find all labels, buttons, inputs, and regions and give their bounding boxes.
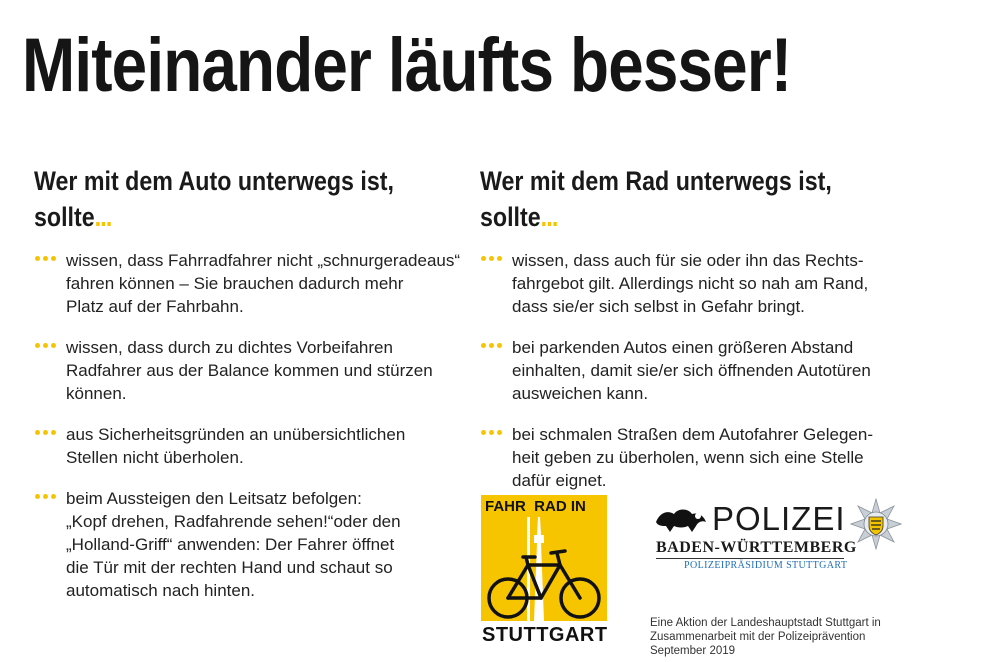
- fahrrad-stuttgart-logo: [481, 495, 607, 650]
- advice-text-line: dass sie/er sich selbst in Gefahr bringt.: [512, 297, 805, 316]
- advice-item: [480, 249, 910, 318]
- advice-text-line: ausweichen kann.: [512, 384, 649, 403]
- police-star-icon: [850, 498, 902, 550]
- lion-icon: [654, 504, 708, 534]
- bullet-dots-icon: [35, 430, 59, 436]
- bullet-dots-icon: [35, 343, 59, 349]
- advice-text-line: „Kopf drehen, Radfahrende sehen!“oder den: [66, 512, 401, 531]
- polizei-divider: [656, 558, 844, 559]
- advice-text-line: bei parkenden Autos einen größeren Abstand: [512, 338, 854, 357]
- advice-text-line: können.: [66, 384, 127, 403]
- advice-item: [480, 336, 910, 405]
- bullet-dots-icon: [35, 256, 59, 262]
- footer-line: September 2019: [650, 645, 736, 657]
- advice-text-line: Radfahrer aus der Balance kommen und stürzen: [66, 361, 433, 380]
- advice-text-line: dafür eignet.: [512, 471, 607, 490]
- car-driver-column: [34, 163, 464, 620]
- bullet-dots-icon: [481, 343, 505, 349]
- bullet-dots-icon: [481, 430, 505, 436]
- bicycle-icon: [481, 495, 607, 621]
- cyclist-heading: [480, 163, 910, 235]
- advice-text-line: Platz auf der Fahrbahn.: [66, 297, 244, 316]
- car-heading-line1: Wer mit dem Auto unterwegs ist,: [34, 166, 394, 196]
- logo-top-text: FAHR RAD IN: [485, 498, 586, 515]
- advice-text-line: heit geben zu überholen, wenn sich eine Stelle: [512, 448, 864, 467]
- polizei-word: POLIZEI: [712, 500, 846, 537]
- cyclist-heading-line2: sollte: [480, 202, 541, 232]
- logo-yellow-square: [481, 495, 607, 621]
- advice-text-line: wissen, dass auch für sie oder ihn das Rechts-: [512, 251, 864, 270]
- advice-item: [34, 423, 464, 469]
- cyclist-column: [480, 163, 910, 510]
- car-heading-line2: sollte: [34, 202, 95, 232]
- advice-text-line: wissen, dass durch zu dichtes Vorbeifahren: [66, 338, 393, 357]
- car-heading: [34, 163, 464, 235]
- heading-dots: ...: [540, 202, 558, 232]
- advice-item: [480, 423, 910, 492]
- headline: Miteinander läufts besser!: [22, 23, 792, 108]
- logo-bottom-text: STUTTGART: [482, 624, 608, 646]
- advice-text-line: einhalten, damit sie/er sich öffnenden Autotüren: [512, 361, 871, 380]
- footer-line: Zusammenarbeit mit der Polizeiprävention: [650, 631, 866, 643]
- bullet-dots-icon: [35, 494, 59, 500]
- advice-item: [34, 487, 464, 602]
- cyclist-advice-list: [480, 249, 910, 492]
- advice-text-line: die Tür mit der rechten Hand und schaut so: [66, 558, 393, 577]
- polizei-state: BADEN-WÜRTTEMBERG: [656, 539, 857, 556]
- polizei-logo: [652, 498, 912, 578]
- heading-dots: ...: [94, 202, 112, 232]
- advice-text-line: fahrgebot gilt. Allerdings nicht so nah am Rand,: [512, 274, 869, 293]
- car-advice-list: [34, 249, 464, 602]
- polizei-subtitle: POLIZEIPRÄSIDIUM STUTTGART: [684, 560, 848, 571]
- advice-text-line: Stellen nicht überholen.: [66, 448, 244, 467]
- advice-text-line: bei schmalen Straßen dem Autofahrer Gelegen-: [512, 425, 873, 444]
- advice-text-line: automatisch nach hinten.: [66, 581, 256, 600]
- advice-item: [34, 249, 464, 318]
- bullet-dots-icon: [481, 256, 505, 262]
- advice-text-line: aus Sicherheitsgründen an unübersichtlichen: [66, 425, 406, 444]
- advice-text-line: beim Aussteigen den Leitsatz befolgen:: [66, 489, 362, 508]
- advice-text-line: „Holland-Griff“ anwenden: Der Fahrer öffnet: [66, 535, 395, 554]
- cyclist-heading-line1: Wer mit dem Rad unterwegs ist,: [480, 166, 832, 196]
- footer-note: [650, 616, 881, 658]
- advice-text-line: wissen, dass Fahrradfahrer nicht „schnurgeradeaus“: [66, 251, 461, 270]
- advice-item: [34, 336, 464, 405]
- footer-line: Eine Aktion der Landeshauptstadt Stuttgart in: [650, 617, 881, 629]
- advice-text-line: fahren können – Sie brauchen dadurch mehr: [66, 274, 404, 293]
